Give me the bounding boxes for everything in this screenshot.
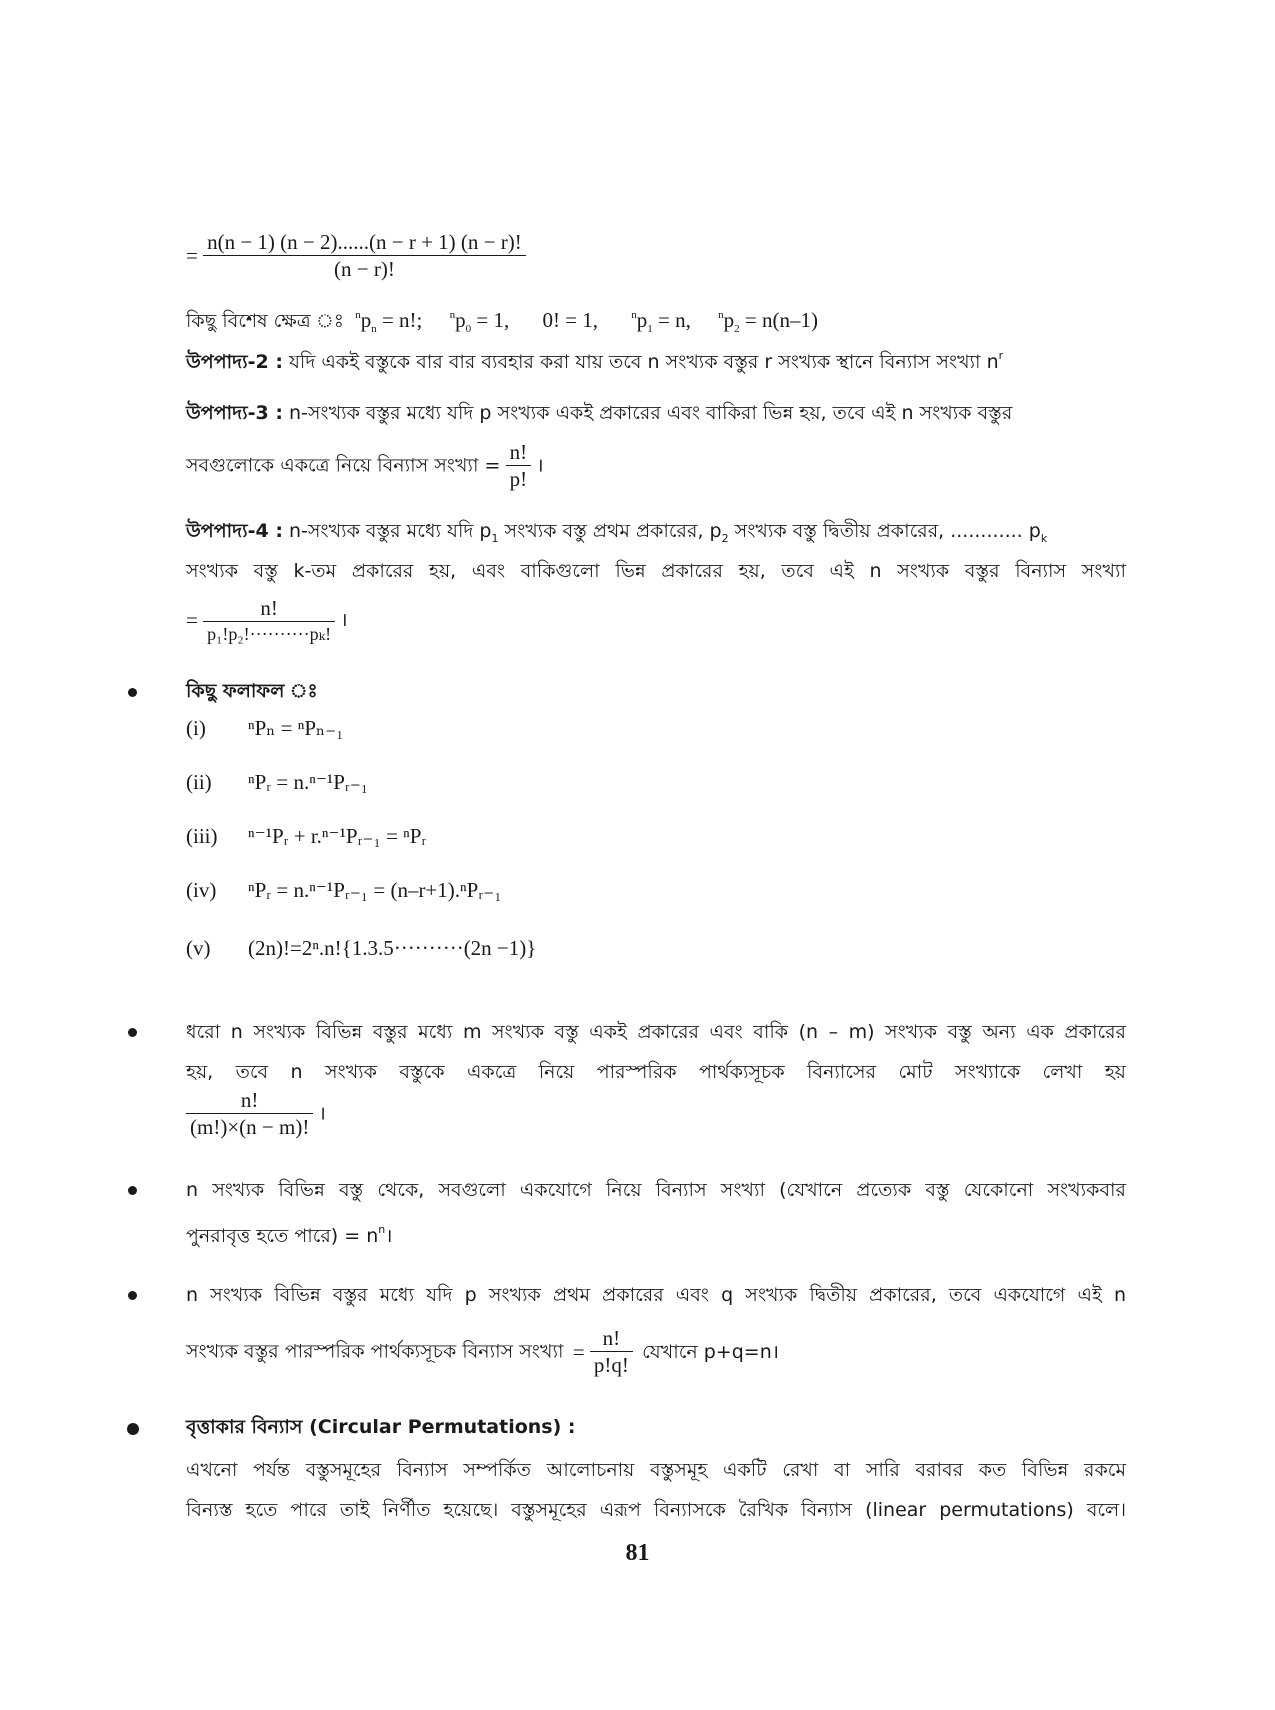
sup: n [449, 309, 456, 321]
case-1: p [360, 308, 372, 332]
circular-line1: এখনো পর্যন্ত বস্তুসমূহের বিন্যাস সম্পর্কিত আলোচনায় বস্তুসমূহ একটি রেখা বা সারি বরাবর কত বিভিন্ন রকমে [186, 1459, 1126, 1481]
top-fraction [186, 232, 526, 280]
theorem-4-text-2: সংখ্যক বস্তু k-তম প্রকারের হয়, এবং বাকিগুলো ভিন্ন প্রকারের হয়, তবে এই n সংখ্যক বস্তুর বিন্যাস সংখ্যা [186, 560, 1126, 582]
theorem-4-text-b: সংখ্যক বস্তু প্রথম প্রকারের, p [498, 520, 722, 542]
theorem-4-line2 [186, 562, 1126, 581]
result-expr: ⁿPᵣ = n.ⁿ⁻¹Pᵣ₋₁ [248, 770, 369, 794]
case-3: 0! = 1, [542, 308, 599, 332]
bullet-icon [127, 1423, 139, 1435]
bullet-m-text [186, 1012, 1126, 1092]
bullet-repeat-line2-text: পুনরাবৃত্ত হতে পারে) = n [186, 1225, 379, 1247]
result-item [186, 718, 344, 739]
result-expr: ⁿ⁻¹Pᵣ + r.ⁿ⁻¹Pᵣ₋₁ = ⁿPᵣ [248, 824, 427, 848]
bullet-pq-line2 [186, 1328, 779, 1376]
bullet-pq-text-2: সংখ্যক বস্তুর পারস্পরিক পার্থক্যসূচক বিন্যাস সংখ্যা [186, 1340, 564, 1363]
theorem-2-label: উপপাদ্য-2 : [186, 351, 283, 373]
equals-sign: = [186, 608, 198, 632]
numerator: n! [186, 1090, 313, 1114]
danda: । [318, 1102, 326, 1125]
result-item [186, 880, 502, 901]
theorem-2 [186, 350, 1003, 372]
sub: 2 [734, 323, 740, 335]
sup: n [378, 1223, 386, 1236]
theorem-2-text: যদি একই বস্তুকে বার বার ব্যবহার করা যায় তবে n সংখ্যক বস্তুর r সংখ্যক স্থানে বিন্যাস সংখ্যা n [288, 351, 999, 373]
equals-sign: = [572, 1339, 585, 1364]
sup: n [355, 309, 361, 321]
bullet-m-fraction [186, 1090, 326, 1138]
numerator: n! [203, 598, 335, 622]
circular-heading: বৃত্তাকার বিন্যাস (Circular Permutations) : [186, 1416, 576, 1438]
special-cases [186, 310, 818, 335]
numerator: n! [506, 442, 532, 466]
case-5: p [723, 308, 735, 332]
denominator: p!q! [593, 1353, 629, 1377]
numerator: n(n − 1) (n − 2)......(n − r + 1) (n − r)! [203, 232, 526, 256]
result-item [186, 826, 426, 847]
result-label: (ii) [186, 770, 212, 794]
equals-sign: = [186, 243, 198, 268]
bullet-icon [128, 1186, 137, 1195]
result-label: (v) [186, 936, 211, 960]
bullet-m-line1: ধরো n সংখ্যক বিভিন্ন বস্তুর মধ্যে m সংখ্যক বস্তু একই প্রকারের এবং বাকি (n – m) সংখ্যক বস্তু অন্য এক প্রকারের [186, 1021, 1126, 1043]
circular-line2: বিন্যস্ত হতে পারে তাই নির্ণীত হয়েছে। বস্তুসমূহের এরূপ বিন্যাসকে রৈখিক বিন্যাস (linear permutations) বলে। [186, 1499, 1126, 1521]
bullet-icon [128, 688, 137, 697]
case-4: p [636, 308, 648, 332]
theorem-4-label: উপপাদ্য-4 : [186, 520, 283, 542]
denominator: p! [509, 467, 528, 491]
fraction [506, 442, 532, 490]
danda: । [385, 1225, 393, 1247]
case-5-rest: = n(n–1) [739, 308, 818, 332]
sup: n [631, 309, 637, 321]
bullet-repeat-text [186, 1170, 1126, 1256]
sub: 0 [465, 323, 472, 335]
result-item [186, 772, 368, 793]
sub: 1 [647, 323, 653, 335]
bullet-pq-text [186, 1275, 1126, 1315]
page-number: 81 [625, 1540, 650, 1566]
bullet-pq-tail: যেখানে p+q=n। [642, 1340, 779, 1363]
case-2-rest: = 1, [471, 308, 510, 332]
result-label: (i) [186, 716, 206, 740]
fraction [203, 232, 526, 280]
theorem-4-line1 [186, 522, 1047, 544]
theorem-3-text-2: সবগুলোকে একত্রে নিয়ে বিন্যাস সংখ্যা = [186, 454, 501, 477]
sub: n [371, 323, 377, 335]
case-4-rest: = n, [652, 308, 691, 332]
theorem-4-text-a: n-সংখ্যক বস্তুর মধ্যে যদি p [288, 520, 492, 542]
result-item [186, 938, 536, 959]
result-expr: ⁿPᵣ = n.ⁿ⁻¹Pᵣ₋₁ = (n–r+1).ⁿPᵣ₋₁ [248, 878, 502, 902]
bullet-icon [128, 1291, 137, 1300]
bullet-m-line2: হয়, তবে n সংখ্যক বস্তুকে একত্রে নিয়ে পারস্পরিক পার্থক্যসূচক বিন্যাসের মোট সংখ্যাকে লেখা হয় [186, 1061, 1126, 1083]
numerator: n! [590, 1328, 633, 1352]
fraction [590, 1328, 633, 1376]
bullet-icon [128, 1028, 137, 1037]
result-label: (iv) [186, 878, 217, 902]
theorem-3-text: n-সংখ্যক বস্তুর মধ্যে যদি p সংখ্যক একই প্রকারের এবং বাকিরা ভিন্ন হয়, তবে এই n সংখ্যক বস্তুর [288, 402, 1013, 424]
circular-text [186, 1450, 1126, 1530]
case-2: p [455, 308, 466, 332]
case-1-rest: = n!; [376, 308, 423, 332]
sub: 1 [491, 532, 499, 545]
theorem-3-line2 [186, 442, 544, 490]
sup: n [718, 309, 724, 321]
denominator: (n − r)! [334, 257, 395, 281]
denominator: p₁!p₂!··········pₖ! [207, 624, 332, 644]
fraction [203, 598, 335, 643]
danda: । [536, 454, 544, 477]
fraction [186, 1090, 313, 1138]
result-expr: ⁿPₙ = ⁿPₙ₋₁ [248, 716, 344, 740]
sub: k [1040, 532, 1048, 545]
theorem-4-fraction [186, 598, 348, 643]
danda: । [340, 609, 348, 631]
special-cases-label: কিছু বিশেষ ক্ষেত্র ঃ [186, 310, 344, 332]
bullet-repeat-line2 [186, 1210, 1126, 1256]
result-expr: (2n)!=2ⁿ.n!{1.3.5··········(2n −1)} [248, 936, 537, 960]
theorem-4-text-c: সংখ্যক বস্তু দ্বিতীয় প্রকারের, ............ p [728, 520, 1041, 542]
results-heading: কিছু ফলাফল ঃ [186, 680, 318, 702]
bullet-repeat-line1: n সংখ্যক বিভিন্ন বস্তু থেকে, সবগুলো একযোগে নিয়ে বিন্যাস সংখ্যা (যেখানে প্রত্যেক বস্তু যেকোনো সংখ্যকবার [186, 1179, 1126, 1201]
theorem-3-line1 [186, 404, 1012, 423]
sub: 2 [721, 532, 729, 545]
result-label: (iii) [186, 824, 218, 848]
theorem-2-sup: r [998, 349, 1004, 362]
theorem-3-label: উপপাদ্য-3 : [186, 402, 283, 424]
bullet-pq-line1: n সংখ্যক বিভিন্ন বস্তুর মধ্যে যদি p সংখ্যক প্রথম প্রকারের এবং q সংখ্যক দ্বিতীয় প্রকারের, তবে একযোগে এই n [186, 1284, 1126, 1306]
denominator: (m!)×(n − m)! [190, 1115, 310, 1139]
